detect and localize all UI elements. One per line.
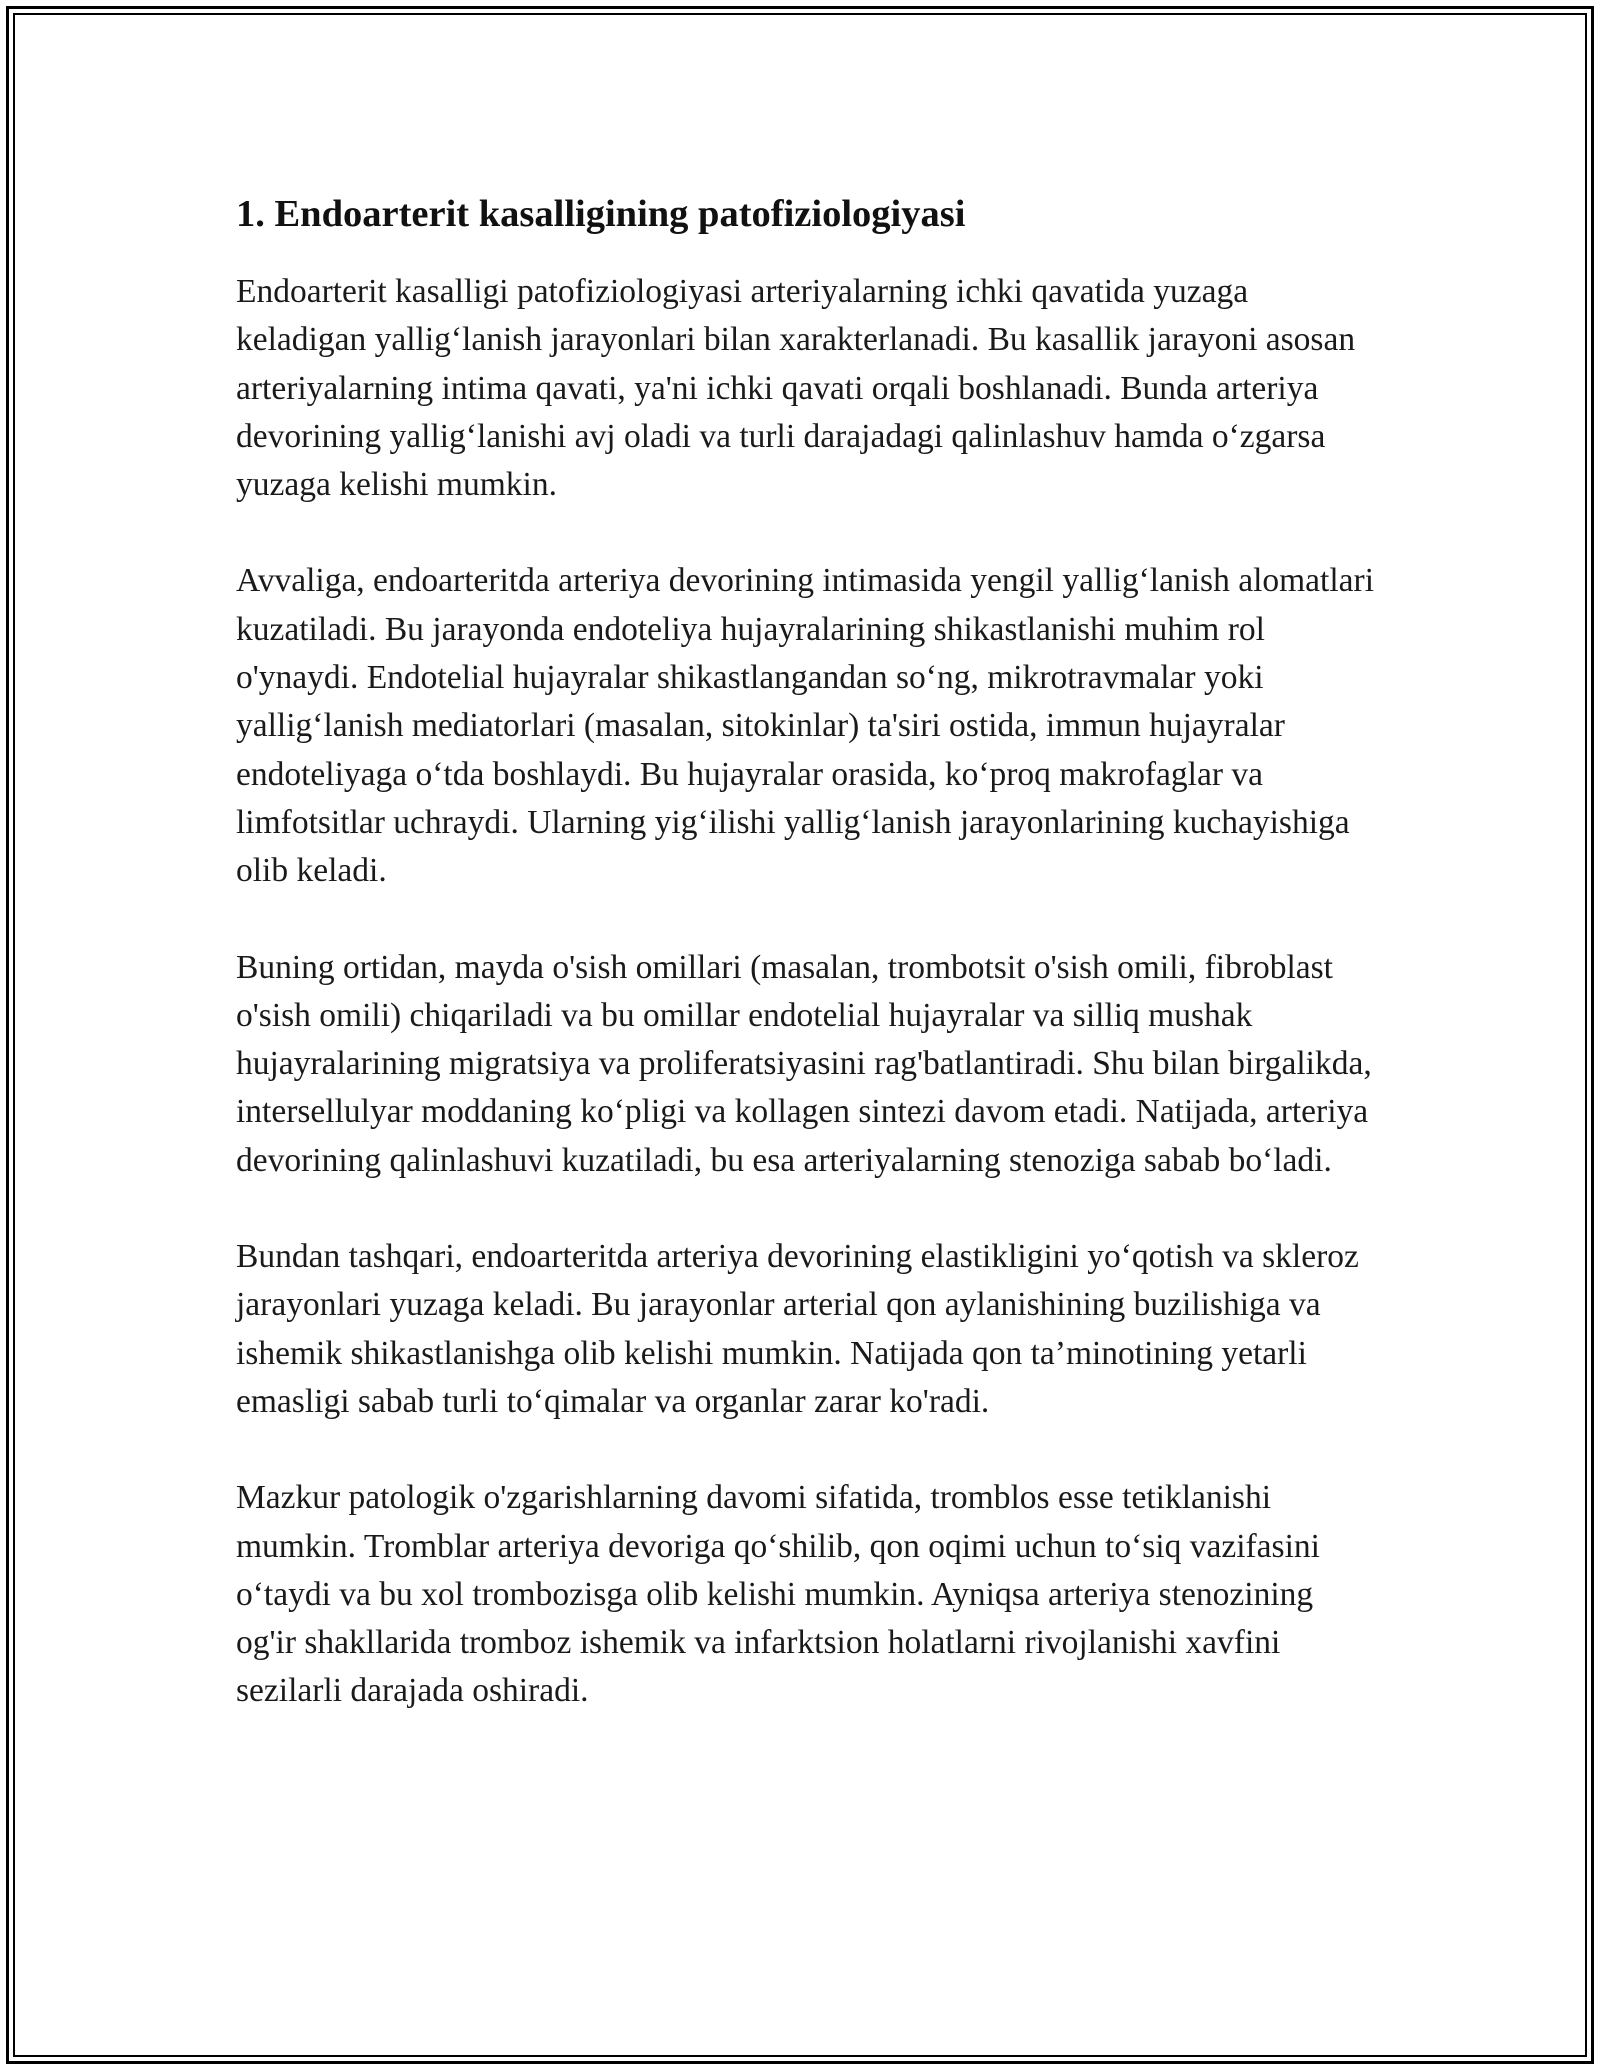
paragraph-3: Buning ortidan, mayda o'sish omillari (masalan, trombotsit o'sish omili, fibroblast o'sish omili) chiqariladi va bu omillar endotelial hujayralar va silliq mushak hujayralarining migratsiya va proliferatsiyasini rag'batlantiradi. Shu bilan birgalikda, intersellulyar moddaning ko‘pligi va kollagen sintezi davom etadi. Natijada, arteriya devorining qalinlashuvi kuzatiladi, bu esa arteriyalarning stenoziga sabab bo‘ladi. [236, 948, 1372, 1179]
paragraph-2: Avvaliga, endoarteritda arteriya devorining intimasida yengil yallig‘lanish alomatlari kuzatiladi. Bu jarayonda endoteliya hujayralarining shikastlanishi muhim rol o'ynaydi. Endotelial hujayralar shikastlangandan so‘ng, mikrotravmalar yoki yallig‘lanish mediatorlari (masalan, sitokinlar) ta'siri ostida, immun hujayralar endoteliyaga o‘tda boshlaydi. Bu hujayralar orasida, ko‘proq makrofaglar va limfotsitlar uchraydi. Ularning yig‘ilishi yallig‘lanish jarayonlarining kuchayishiga olib keladi. [236, 562, 1375, 890]
paragraph-1: Endoarterit kasalligi patofiziologiyasi arteriyalarning ichki qavatida yuzaga keladigan yallig‘lanish jarayonlari bilan xarakterlanadi. Bu kasallik jarayoni asosan arteriyalarning intima qavati, ya'ni ichki qavati orqali boshlanadi. Bunda arteriya devorining yallig‘lanishi avj oladi va turli darajadagi qalinlashuv hamda o‘zgarsa yuzaga kelishi mumkin. [236, 273, 1356, 504]
paragraph-5: Mazkur patologik o'zgarishlarning davomi sifatida, tromblos esse tetiklanishi mumkin. Tromblar arteriya devoriga qo‘shilib, qon oqimi uchun to‘siq vazifasini o‘taydi va bu xol trombozisga olib kelishi mumkin. Ayniqsa arteriya stenozining og'ir shakllarida tromboz ishemik va infarktsion holatlarni rivojlanishi xavfini sezilarli darajada oshiradi. [236, 1479, 1320, 1710]
document-body [236, 186, 1376, 1764]
paragraph-4: Bundan tashqari, endoarteritda arteriya devorining elastikligini yo‘qotish va skleroz jarayonlari yuzaga keladi. Bu jarayonlar arterial qon aylanishining buzilishiga va ishemik shikastlanishga olib kelishi mumkin. Natijada qon ta’minotining yetarli emasligi sabab turli to‘qimalar va organlar zarar ko'radi. [236, 1238, 1359, 1420]
section-heading: 1. Endoarterit kasalligining patofiziologiyasi [236, 193, 966, 235]
